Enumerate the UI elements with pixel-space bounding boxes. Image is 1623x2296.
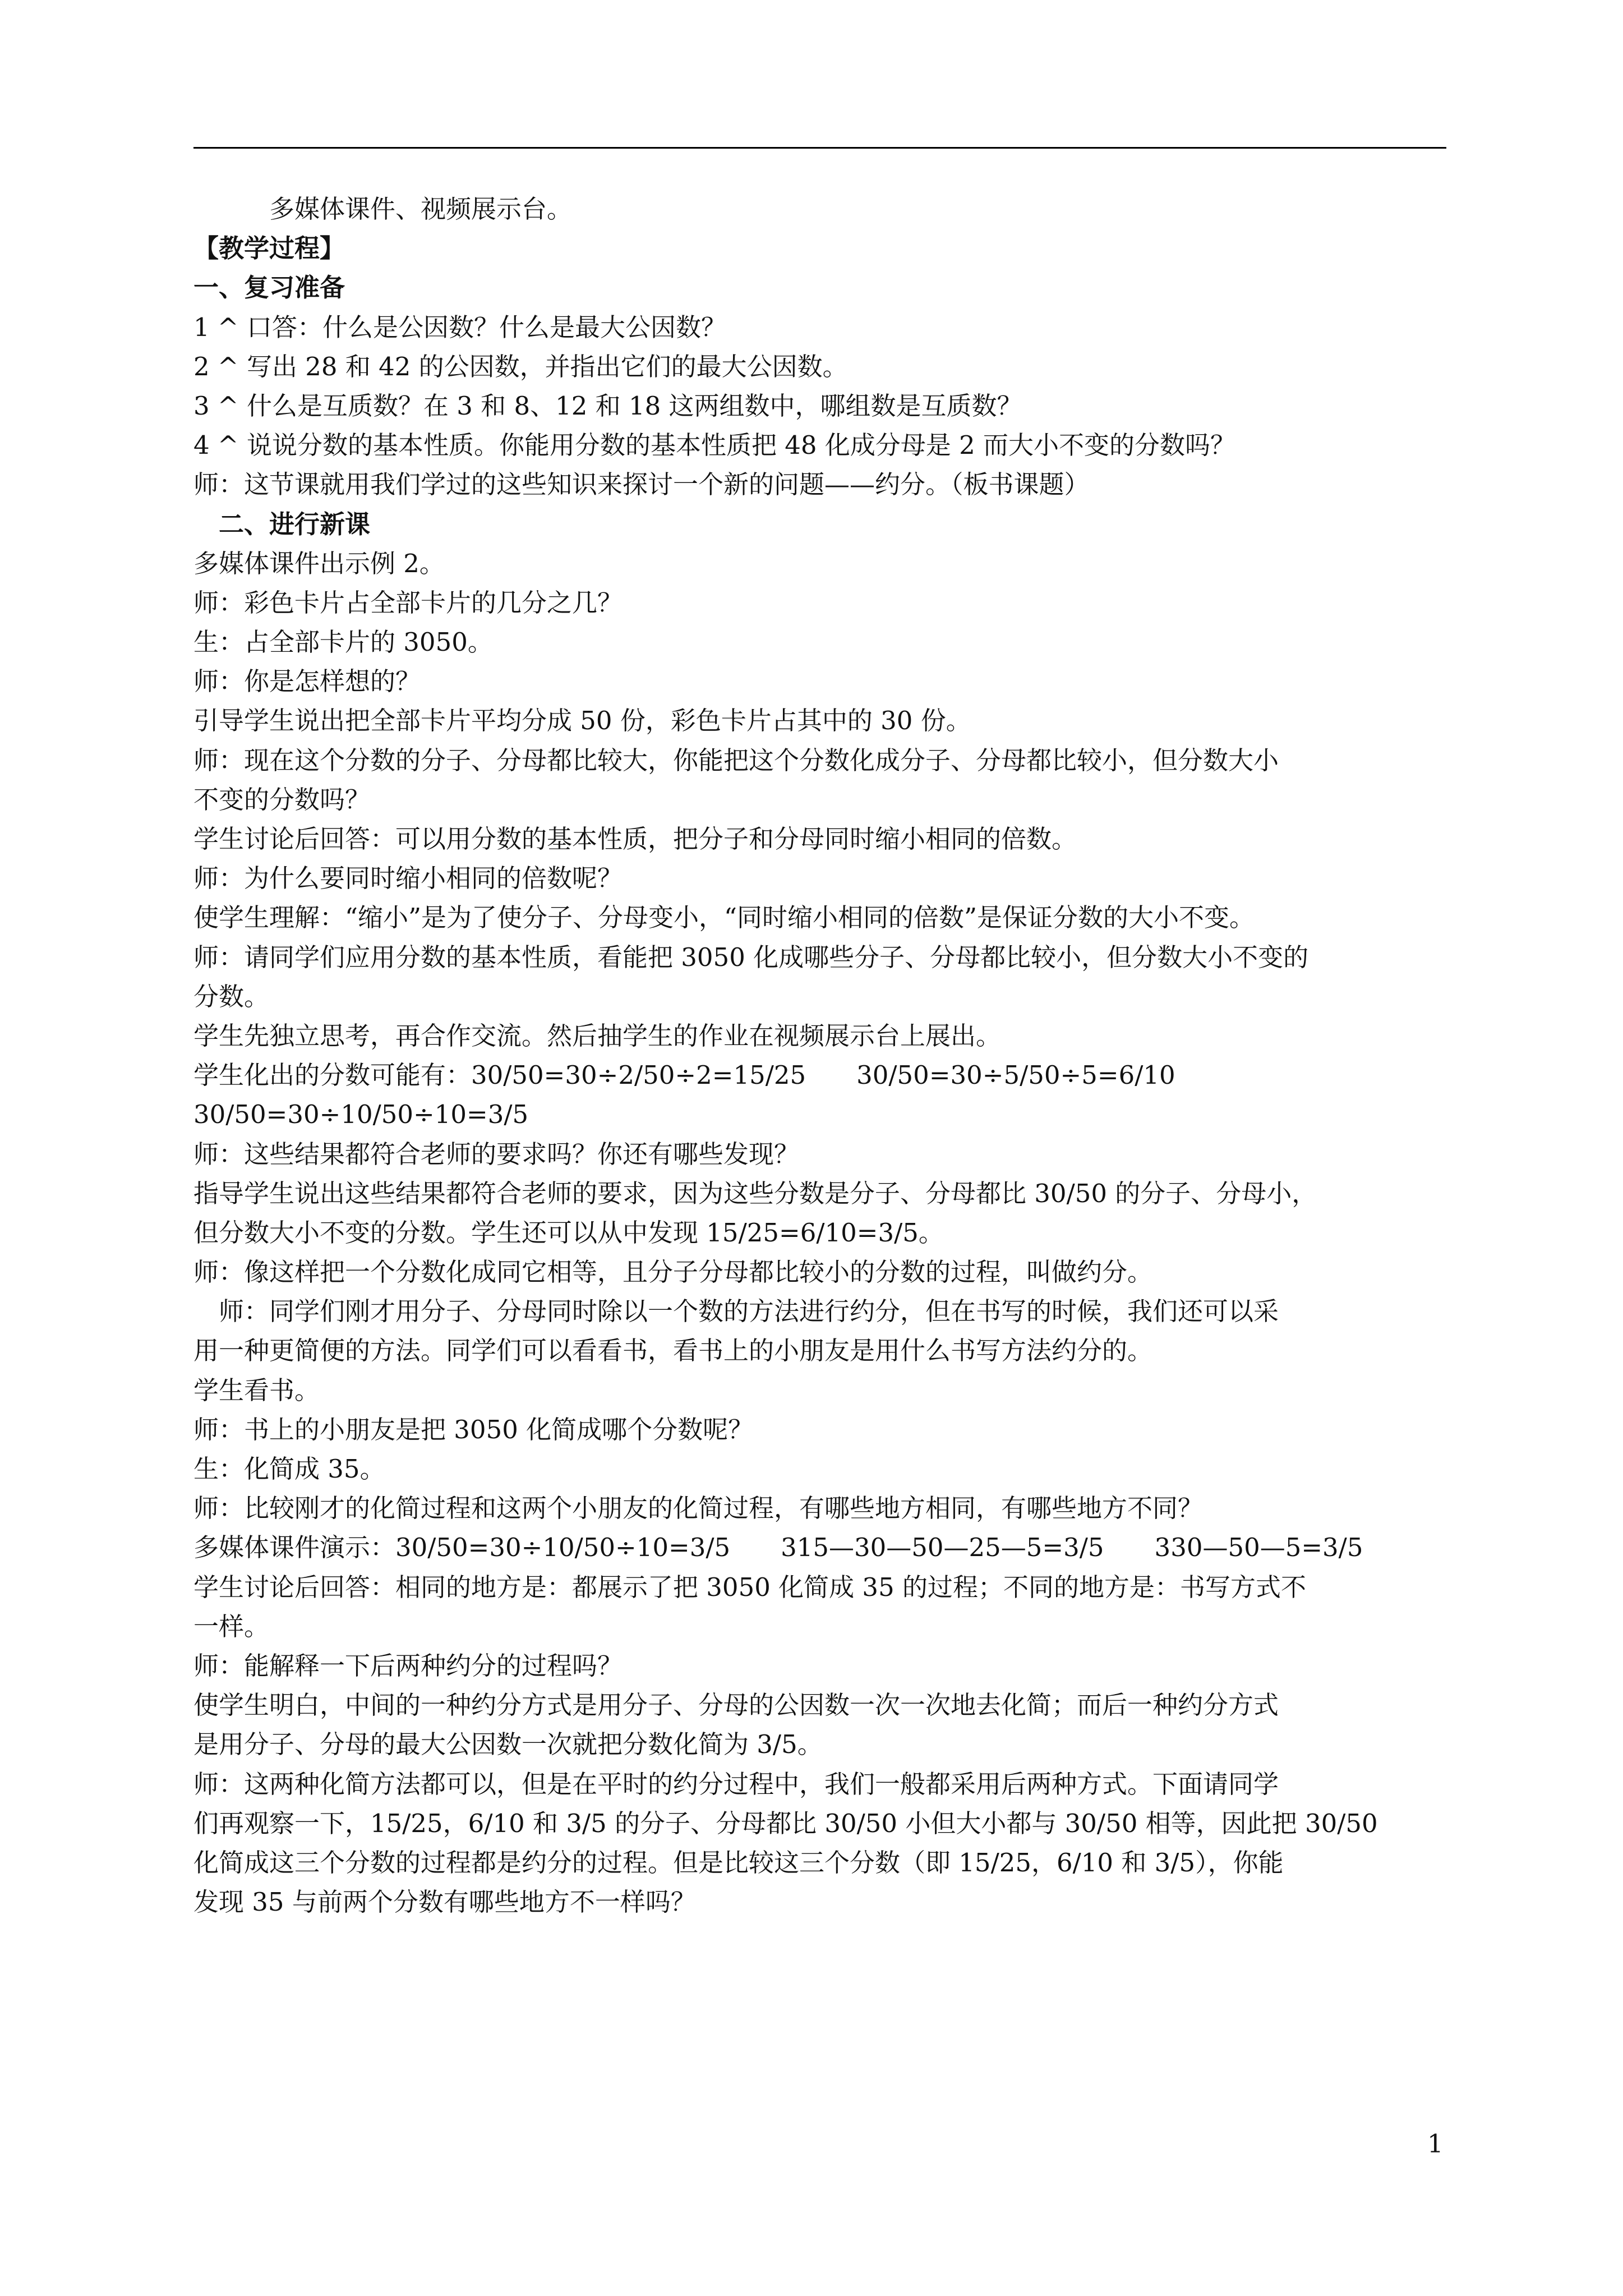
document-body bbox=[193, 190, 1450, 1922]
text-line: 多媒体课件演示：30/50=30÷10/50÷10=3/5 315—30—50—25—5=3/5 330—50—5=3/5 bbox=[193, 1533, 1363, 1563]
text-line: 学生化出的分数可能有：30/50=30÷2/50÷2=15/25 30/50=30÷5/50÷5=6/10 bbox=[193, 1060, 1175, 1091]
header-rule bbox=[193, 147, 1446, 149]
text-line: 分数。 bbox=[193, 981, 270, 1011]
text-line: 师：这节课就用我们学过的这些知识来探讨一个新的问题——约分。（板书课题） bbox=[193, 470, 1090, 500]
text-line: 师：比较刚才的化简过程和这两个小朋友的化简过程，有哪些地方相同，有哪些地方不同？ bbox=[193, 1493, 1204, 1524]
text-line: 师：这些结果都符合老师的要求吗？你还有哪些发现？ bbox=[193, 1139, 800, 1169]
text-line: 师：同学们刚才用分子、分母同时除以一个数的方法进行约分，但在书写的时候，我们还可以采 bbox=[193, 1296, 1279, 1327]
text-line: 师：你是怎样想的？ bbox=[193, 666, 421, 697]
text-line: 一样。 bbox=[193, 1611, 270, 1641]
text-line: 师：像这样把一个分数化成同它相等，且分子分母都比较小的分数的过程，叫做约分。 bbox=[193, 1257, 1153, 1287]
text-line: 师：书上的小朋友是把 3050 化简成哪个分数呢？ bbox=[193, 1414, 754, 1444]
text-line: 生：占全部卡片的 3050。 bbox=[193, 627, 493, 657]
text-line: 化简成这三个分数的过程都是约分的过程。但是比较这三个分数（即 15/25，6/10 和 3/5），你能 bbox=[193, 1847, 1284, 1878]
page-number: 1 bbox=[1427, 2129, 1444, 2159]
text-line: 用一种更简便的方法。同学们可以看看书，看书上的小朋友是用什么书写方法约分的。 bbox=[193, 1336, 1153, 1366]
text-line: 3 ^ 什么是互质数？在 3 和 8、12 和 18 这两组数中，哪组数是互质数？ bbox=[193, 390, 1022, 421]
text-line: 但分数大小不变的分数。学生还可以从中发现 15/25=6/10=3/5。 bbox=[193, 1217, 944, 1248]
text-line: 多媒体课件、视频展示台。 bbox=[193, 194, 573, 224]
text-line: 多媒体课件出示例 2。 bbox=[193, 548, 445, 578]
text-line: 使学生理解：“缩小”是为了使分子、分母变小，“同时缩小相同的倍数”是保证分数的大小不变。 bbox=[193, 903, 1255, 933]
text-line: 引导学生说出把全部卡片平均分成 50 份，彩色卡片占其中的 30 份。 bbox=[193, 706, 971, 736]
text-line: 学生先独立思考，再合作交流。然后抽学生的作业在视频展示台上展出。 bbox=[193, 1020, 1002, 1051]
text-line: 不变的分数吗？ bbox=[193, 784, 371, 815]
text-line: 30/50=30÷10/50÷10=3/5 bbox=[193, 1099, 529, 1130]
text-line: 1 ^ 口答：什么是公因数？什么是最大公因数？ bbox=[193, 312, 726, 342]
text-line: 们再观察一下，15/25，6/10 和 3/5 的分子、分母都比 30/50 小但大小都与 30/50 相等，因此把 30/50 bbox=[193, 1808, 1378, 1838]
text-line: 师：能解释一下后两种约分的过程吗？ bbox=[193, 1650, 623, 1681]
text-line: 发现 35 与前两个分数有哪些地方不一样吗？ bbox=[193, 1887, 696, 1917]
section-heading: 二、进行新课 bbox=[193, 509, 371, 539]
text-line: 师：为什么要同时缩小相同的倍数呢？ bbox=[193, 863, 623, 894]
section-heading: 一、复习准备 bbox=[193, 273, 345, 303]
text-line: 师：彩色卡片占全部卡片的几分之几？ bbox=[193, 587, 623, 618]
text-line: 使学生明白，中间的一种约分方式是用分子、分母的公因数一次一次地去化简；而后一种约分方式 bbox=[193, 1690, 1279, 1720]
text-line: 是用分子、分母的最大公因数一次就把分数化简为 3/5。 bbox=[193, 1729, 823, 1760]
text-line: 2 ^ 写出 28 和 42 的公因数，并指出它们的最大公因数。 bbox=[193, 351, 848, 381]
text-line: 师：这两种化简方法都可以，但是在平时的约分过程中，我们一般都采用后两种方式。下面请同学 bbox=[193, 1769, 1279, 1799]
text-line: 师：现在这个分数的分子、分母都比较大，你能把这个分数化成分子、分母都比较小，但分数大小 bbox=[193, 745, 1279, 775]
text-line: 师：请同学们应用分数的基本性质，看能把 3050 化成哪些分子、分母都比较小，但分数大小不变的 bbox=[193, 942, 1309, 972]
text-line: 生：化简成 35。 bbox=[193, 1454, 385, 1484]
text-line: 4 ^ 说说分数的基本性质。你能用分数的基本性质把 48 化成分母是 2 而大小不变的分数吗？ bbox=[193, 430, 1236, 461]
text-line: 学生看书。 bbox=[193, 1375, 320, 1405]
text-line: 学生讨论后回答：相同的地方是：都展示了把 3050 化简成 35 的过程；不同的地方是：书写方式不 bbox=[193, 1572, 1307, 1602]
text-line: 学生讨论后回答：可以用分数的基本性质，把分子和分母同时缩小相同的倍数。 bbox=[193, 824, 1077, 854]
section-heading: 【教学过程】 bbox=[193, 233, 345, 264]
text-line: 指导学生说出这些结果都符合老师的要求，因为这些分数是分子、分母都比 30/50 的分子、分母小， bbox=[193, 1178, 1317, 1208]
